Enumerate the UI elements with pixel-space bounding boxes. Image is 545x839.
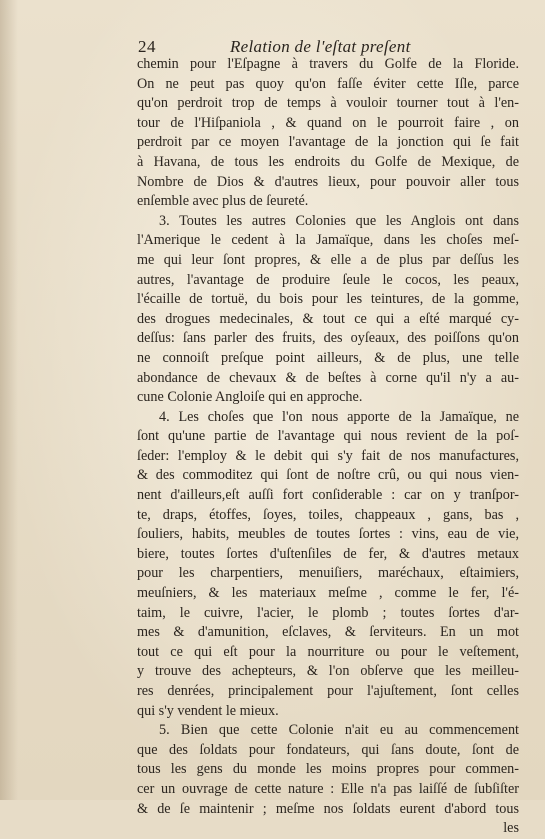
text-line: que des ſoldats pour fondateurs, qui ſans doute, ſont de [137,741,519,758]
text-line: enſemble avec plus de ſeureté. [137,193,309,210]
catchword: les [503,820,519,837]
text-line: mes & d'amunition, eſclaves, & ſerviteurs. En un mot [137,624,519,641]
text-line: taim, le cuivre, l'acier, le plomb ; toutes ſortes d'ar- [137,604,519,621]
text-line: autres, l'avantage de produire ſeule le cocos, les peaux, [137,271,519,288]
text-line: me qui leur ſont propres, & elle a de plus par deſſus les [137,251,519,268]
text-line: tous les gens du monde les moins propres pour commen- [137,761,519,778]
text-line: & de ſe maintenir ; meſme nos ſoldats eurent d'abord tous [137,800,519,817]
text-line: l'Amerique le cedent à la Jamaïque, dans les choſes meſ- [137,232,519,249]
paragraph-start-line: 3. Toutes les autres Colonies que les Anglois ont dans [159,212,519,229]
paragraph-start-line: 4. Les choſes que l'on nous apporte de la Jamaïque, ne [159,408,519,425]
text-line: nent d'ailleurs,eſt auſſi fort conſiderable : car on y tranſpor- [137,487,519,504]
text-line: biere, toutes ſortes d'uſtenſiles de fer, & d'autres metaux [137,545,519,562]
text-line: Nombre de Dios & d'autres lieux, pour pouvoir aller tous [137,173,519,190]
text-line: des drogues medecinales, & tout ce qui a eſté marqué cy- [137,310,519,327]
text-line: l'écaille de tortuë, du bois pour les teintures, de la gomme, [137,291,519,308]
page-number: 24 [138,37,156,56]
text-line: ſeder: l'employ & le debit qui s'y fait de nos manufactures, [137,447,519,464]
text-line: On ne peut pas quoy qu'on faſſe éviter cette Iſle, parce [137,75,519,92]
text-line: perdroit par ce moyen l'avantage de la jonction qui ſe fait [137,134,519,151]
text-body [137,55,519,839]
text-line: qu'on perdroit trop de temps à vouloir tourner tout à l'en- [137,95,519,112]
text-line: deſſus: ſans parler des fruits, des oyſeaux, des poiſſons qu'on [137,330,519,347]
text-line: meuſniers, & les materiaux meſme , comme le fer, l'é- [137,585,519,602]
text-line: y trouve des achepteurs, & l'on obſerve que les meilleu- [137,663,519,680]
text-line: pour les charpentiers, menuiſiers, maréchaux, eſtaimiers, [137,565,519,582]
text-line: abondance de chevaux & de beſtes à corne qu'il n'y a au- [137,369,519,386]
text-line: tour de l'Hiſpaniola , & quand on le pourroit faire , on [137,114,519,131]
text-line: ſont qu'une partie de l'avantage qui nous revient de la poſ- [137,428,519,445]
text-line: & des commoditez qui ſont de noſtre crû, ou qui nous vien- [137,467,519,484]
text-line: ne connoiſt preſque point ailleurs, & de plus, une telle [137,349,519,366]
text-line: chemin pour l'Eſpagne à travers du Golfe de la Floride. [137,56,519,72]
text-line: à Havana, de tous les endroits du Golfe de Mexique, de [137,153,519,170]
text-line: te, draps, étoffes, ſoyes, toiles, chappeaux , gans, bas , [137,506,519,523]
text-line: qui s'y vendent le mieux. [137,702,279,719]
text-line: cune Colonie Angloiſe qui en approche. [137,389,363,406]
text-line: ſouliers, habits, meubles de toutes ſortes : vins, eau de vie, [137,526,519,543]
text-line: cer un ouvrage de cette nature : Elle n'a pas laiſſé de ſubſiſter [137,780,519,797]
text-line: res denrées, principalement pour l'ajuſtement, ſont celles [137,683,519,699]
running-head-title: Relation de l'eſtat preſent [230,37,411,56]
text-line: tout ce qui eſt pour la nourriture ou pour le veſtement, [137,643,519,660]
paragraph-start-line: 5. Bien que cette Colonie n'ait eu au commencement [159,722,519,739]
